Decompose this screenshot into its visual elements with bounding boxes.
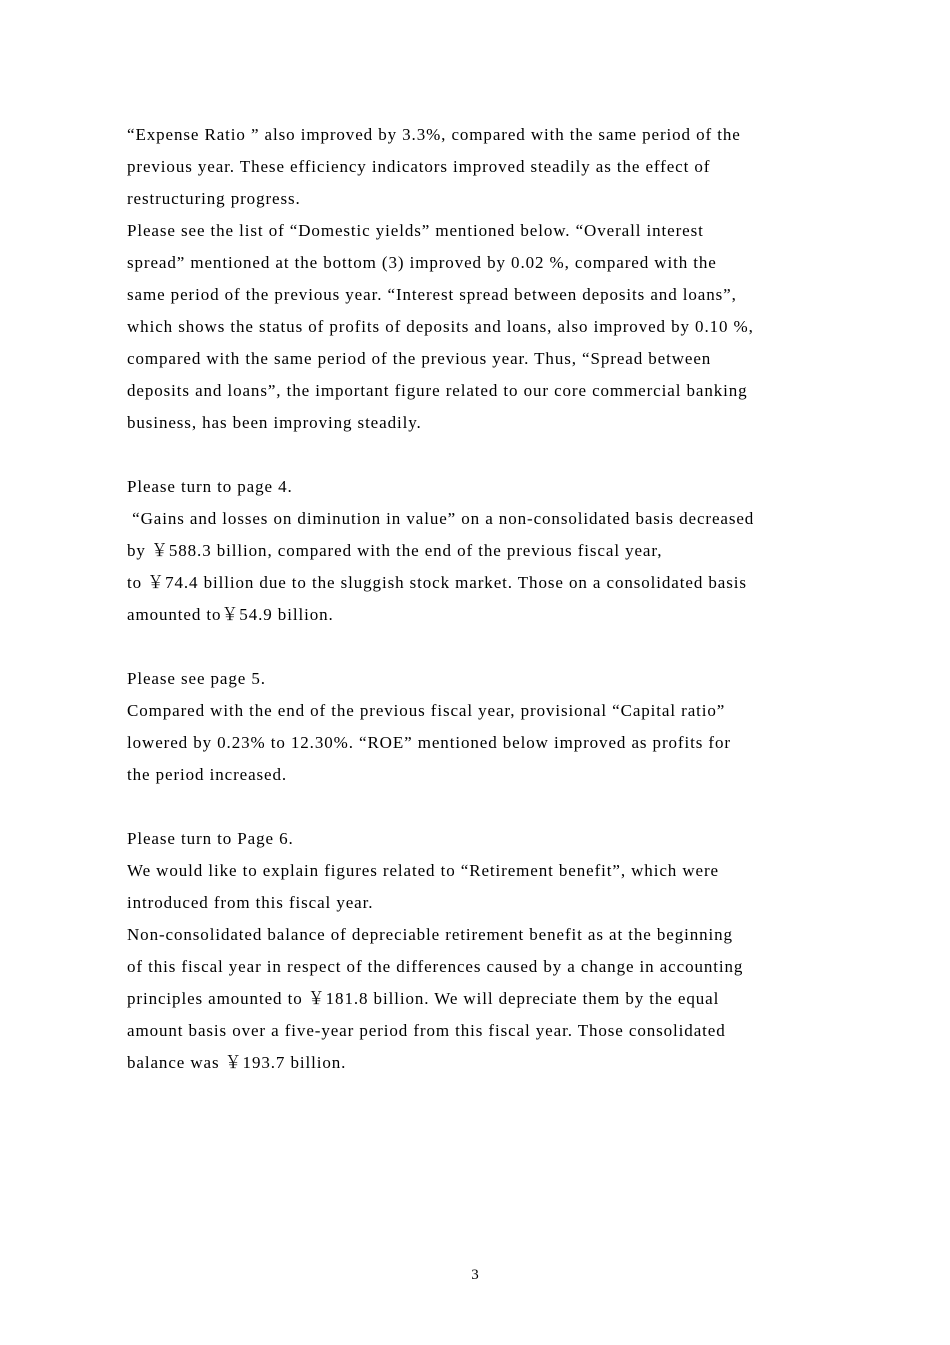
paragraph-expense-ratio bbox=[127, 119, 837, 215]
text-line: Please see the list of “Domestic yields” mentioned below. “Overall interest bbox=[127, 221, 704, 240]
text-line: by ￥588.3 billion, compared with the end of the previous fiscal year, bbox=[127, 541, 663, 560]
text-line: spread” mentioned at the bottom (3) improved by 0.02 %, compared with the bbox=[127, 253, 717, 272]
text-line: which shows the status of profits of deposits and loans, also improved by 0.10 %, bbox=[127, 317, 754, 336]
text-line: amount basis over a five-year period from this fiscal year. Those consolidated bbox=[127, 1021, 726, 1040]
text-line: the period increased. bbox=[127, 765, 288, 784]
text-line: Please turn to Page 6. bbox=[127, 829, 294, 848]
text-line: “Expense Ratio ” also improved by 3.3%, compared with the same period of the bbox=[127, 125, 741, 144]
text-line: lowered by 0.23% to 12.30%. “ROE” mentioned below improved as profits for bbox=[127, 733, 731, 752]
text-line: of this fiscal year in respect of the differences caused by a change in accounting bbox=[127, 957, 744, 976]
paragraph-page-4 bbox=[127, 471, 837, 631]
text-line: compared with the same period of the previous year. Thus, “Spread between bbox=[127, 349, 712, 368]
page-number: 3 bbox=[471, 1267, 479, 1283]
text-line: balance was ￥193.7 billion. bbox=[127, 1053, 347, 1072]
paragraph-spacer bbox=[127, 791, 837, 823]
text-line: restructuring progress. bbox=[127, 189, 301, 208]
text-line: introduced from this fiscal year. bbox=[127, 893, 374, 912]
text-line: Please turn to page 4. bbox=[127, 477, 293, 496]
page-body bbox=[127, 119, 837, 1079]
text-line: Non-consolidated balance of depreciable retirement benefit as at the beginning bbox=[127, 925, 733, 944]
paragraph-page-5 bbox=[127, 663, 837, 791]
text-line: previous year. These efficiency indicators improved steadily as the effect of bbox=[127, 157, 711, 176]
text-line: business, has been improving steadily. bbox=[127, 413, 422, 432]
text-line: amounted to￥54.9 billion. bbox=[127, 605, 334, 624]
paragraph-spacer bbox=[127, 439, 837, 471]
paragraph-domestic-yields bbox=[127, 215, 837, 439]
text-line: We would like to explain figures related to “Retirement benefit”, which were bbox=[127, 861, 719, 880]
text-line: Compared with the end of the previous fiscal year, provisional “Capital ratio” bbox=[127, 701, 726, 720]
text-line: same period of the previous year. “Interest spread between deposits and loans”, bbox=[127, 285, 737, 304]
paragraph-spacer bbox=[127, 631, 837, 663]
paragraph-page-6 bbox=[127, 823, 837, 1079]
text-line: “Gains and losses on diminution in value” on a non-consolidated basis decreased bbox=[127, 509, 755, 528]
text-line: deposits and loans”, the important figure related to our core commercial banking bbox=[127, 381, 748, 400]
text-line: principles amounted to ￥181.8 billion. We will depreciate them by the equal bbox=[127, 989, 720, 1008]
text-line: Please see page 5. bbox=[127, 669, 266, 688]
text-line: to ￥74.4 billion due to the sluggish stock market. Those on a consolidated basis bbox=[127, 573, 747, 592]
